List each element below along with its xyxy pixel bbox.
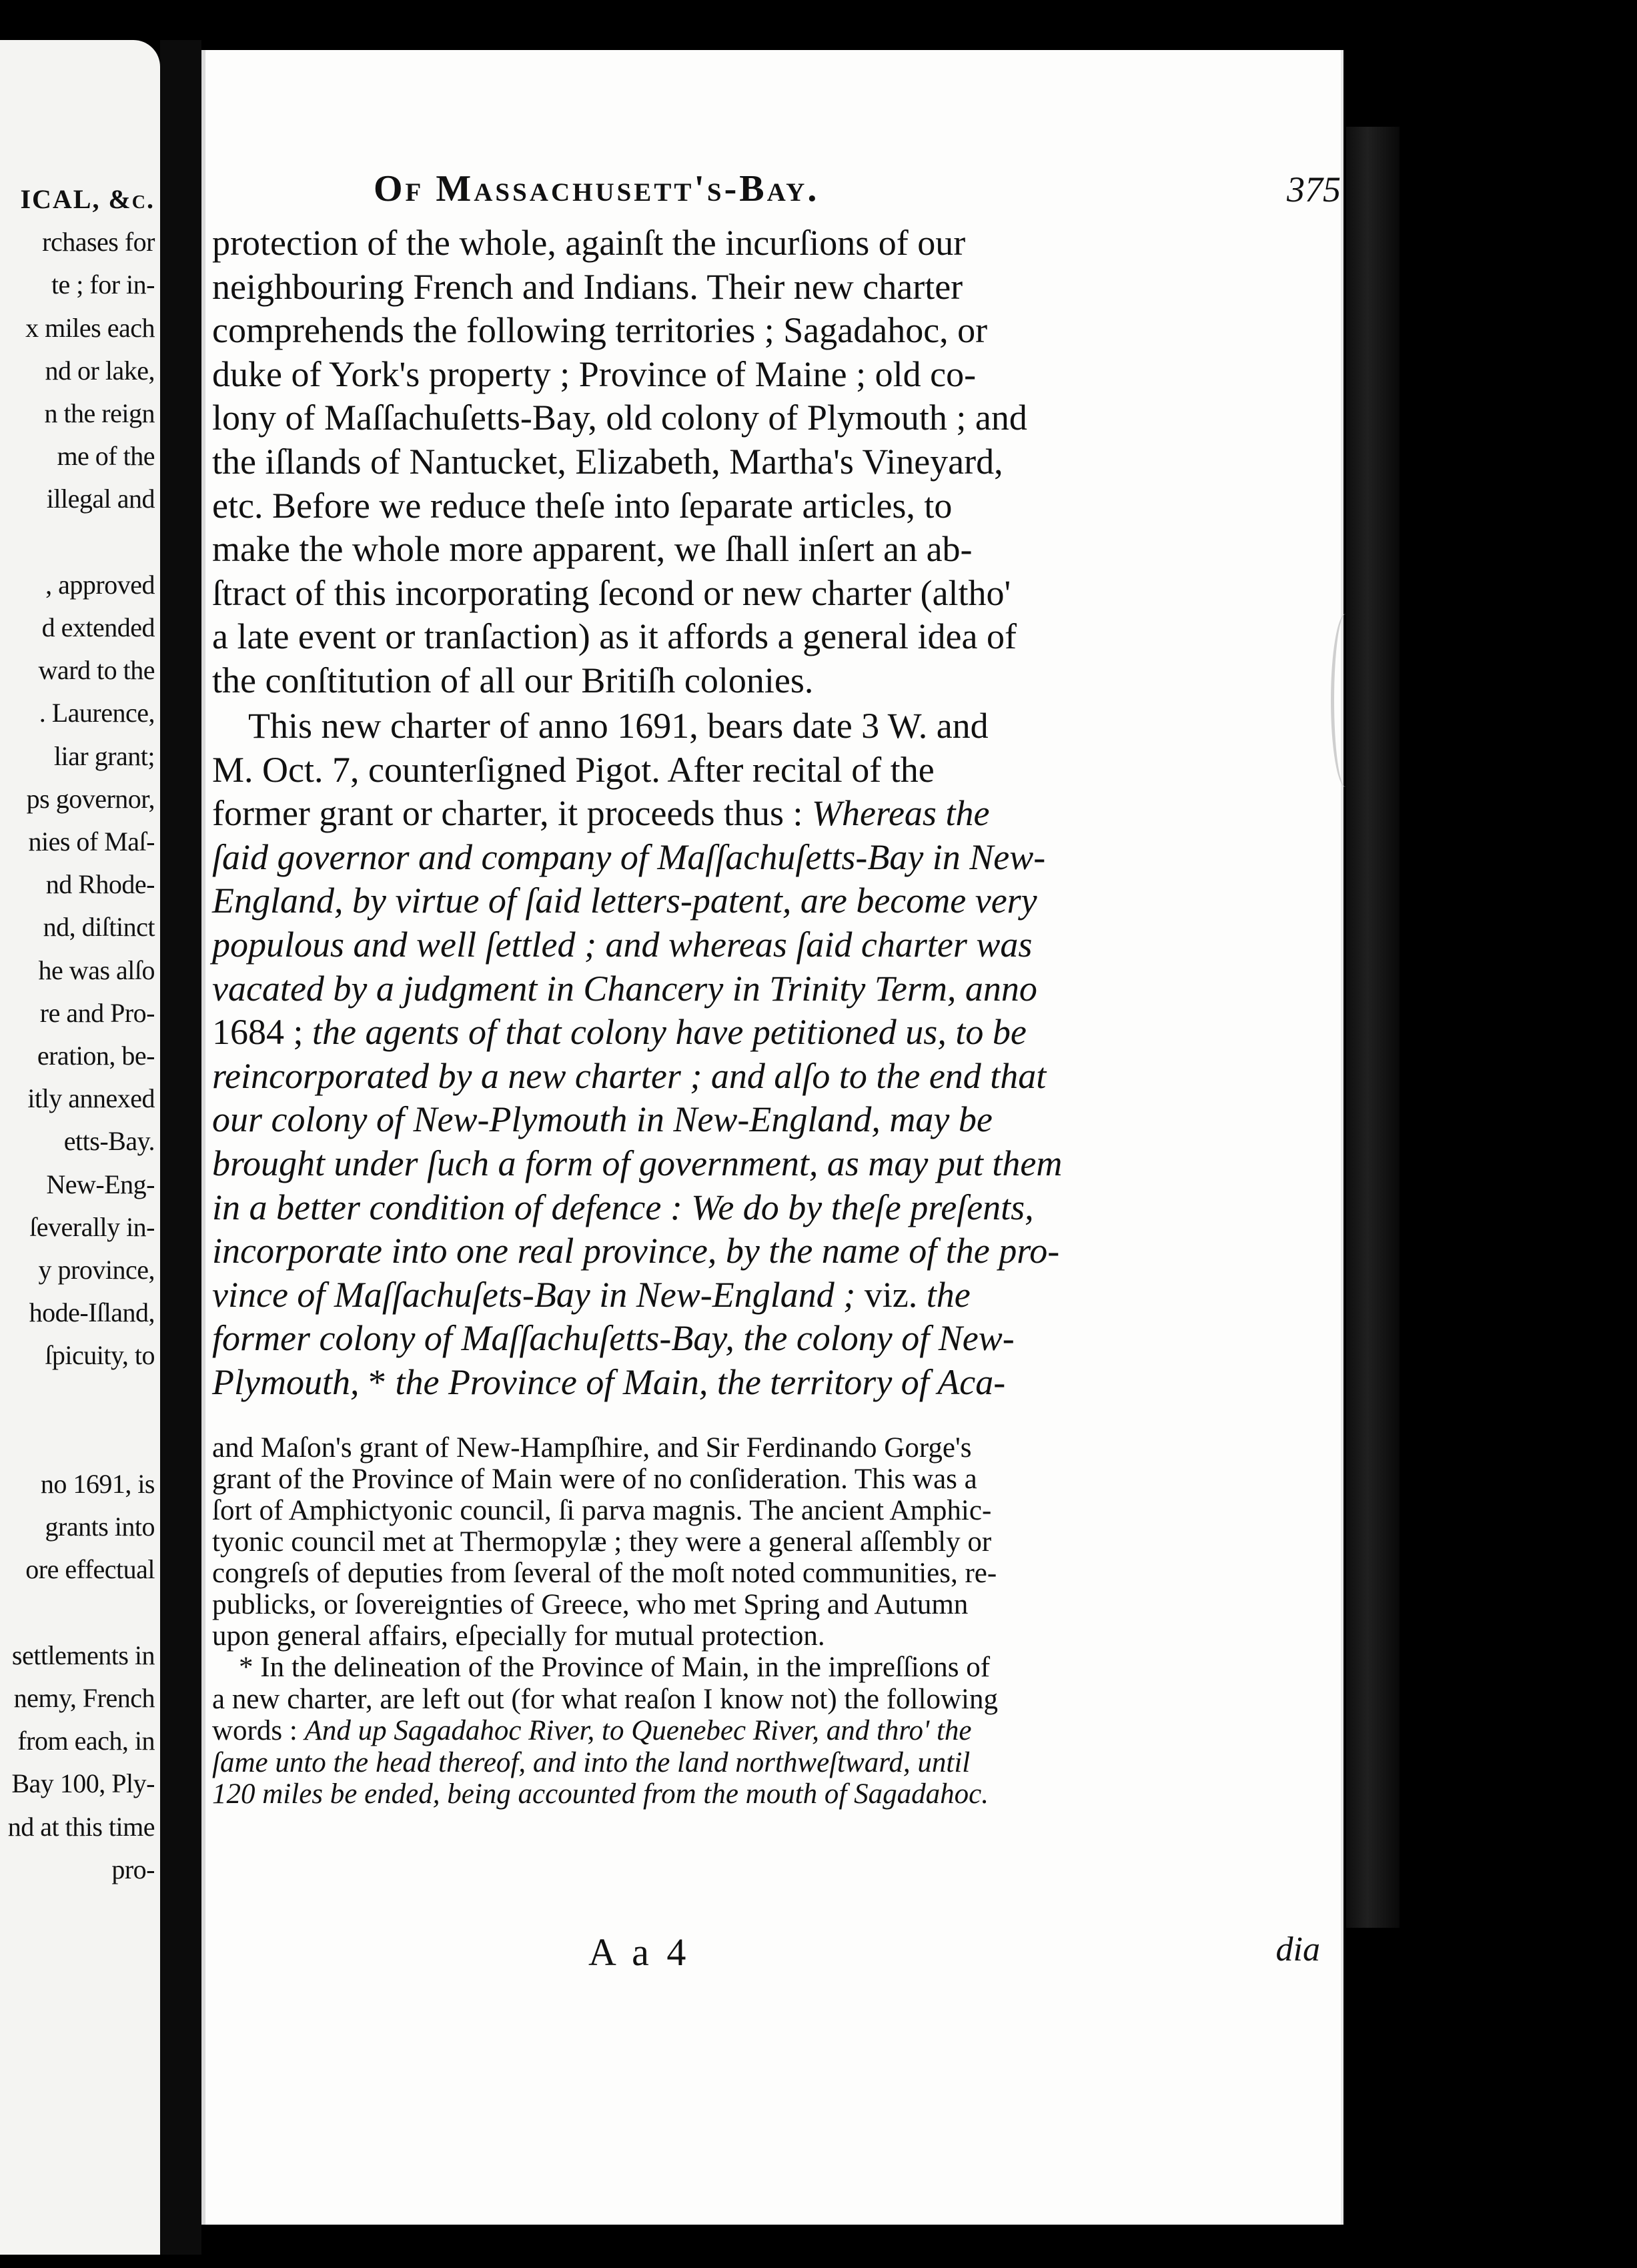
signature-mark: A a 4: [588, 1930, 690, 1974]
facing-page-line: from each, in: [17, 1726, 155, 1756]
facing-page-line: ICAL, &c.: [20, 184, 155, 214]
facing-page-line: nd at this time: [7, 1811, 155, 1842]
facing-page-line: he was alſo: [38, 955, 155, 985]
roman-span: viz.: [864, 1274, 927, 1315]
text-line: [212, 1099, 993, 1140]
footnote-line: grant of the Province of Main were of no conſideration. This was a: [212, 1464, 977, 1495]
facing-page-fragment: [0, 40, 160, 2255]
text-line: neighbouring French and Indians. Their new charter: [212, 266, 963, 307]
italic-span: vacated by a judgment in Chancery in Trinity Term, anno: [212, 968, 1037, 1009]
text-line: [248, 705, 989, 746]
facing-page-line: ſeverally in-: [29, 1211, 155, 1242]
roman-span: words :: [212, 1715, 305, 1746]
facing-page-line: grants into: [45, 1512, 155, 1542]
facing-page-line: settlements in: [11, 1640, 155, 1670]
footnote-line: publicks, or ſovereignties of Greece, who met Spring and Autumn: [212, 1589, 969, 1620]
text-line: protection of the whole, againſt the incurſions of our: [212, 223, 966, 263]
facing-page-line: nd, diſtinct: [43, 912, 155, 943]
facing-page-line: d extended: [41, 612, 155, 642]
footnote-line: ſort of Amphictyonic council, ſi parva magnis. The ancient Amphic-: [212, 1495, 992, 1526]
italic-span: populous and well ſettled ; and whereas ſaid charter was: [212, 925, 1033, 965]
italic-span: ſaid governor and company of Maſſachuſetts-Bay in New-: [212, 836, 1046, 877]
facing-page-line: New-Eng-: [46, 1169, 155, 1199]
footnote-line: tyonic council met at Thermopylæ ; they were a general aſſembly or: [212, 1526, 992, 1558]
roman-span: * In the delineation of the Province of Main, in the impreſſions of: [239, 1652, 991, 1683]
roman-span: former grant or charter, it proceeds thus :: [212, 793, 812, 834]
text-line: make the whole more apparent, we ſhall inſert an ab-: [212, 529, 973, 570]
roman-span: 1684 ;: [212, 1012, 313, 1053]
facing-page-line: nies of Maſ-: [28, 826, 155, 857]
footnote-line: [212, 1778, 989, 1810]
text-line: [212, 1011, 1027, 1053]
running-title: Of Massachusett's-Bay.: [374, 168, 820, 209]
page-curl: [1331, 614, 1361, 787]
book-gutter: [160, 40, 201, 2255]
facing-page-line: . Laurence,: [39, 698, 155, 728]
facing-page-line: no 1691, is: [40, 1469, 155, 1499]
facing-page-line: pro-: [111, 1854, 155, 1884]
italic-span: in a better condition of defence : We do by theſe preſents,: [212, 1187, 1034, 1227]
italic-span: Plymouth,: [212, 1362, 368, 1402]
italic-span: England, by virtue of ſaid letters-patent, are become very: [212, 881, 1037, 921]
facing-page-line: Bay 100, Ply-: [11, 1768, 155, 1799]
facing-page-line: ore effectual: [25, 1554, 155, 1585]
text-line: [212, 1361, 1005, 1403]
facing-page-line: rchases for: [42, 227, 155, 257]
facing-page-line: ward to the: [38, 655, 155, 686]
text-line: [212, 1274, 971, 1315]
roman-span: This new charter of anno 1691, bears date 3 W. and: [248, 706, 989, 746]
text-line: etc. Before we reduce theſe into ſeparate articles, to: [212, 485, 953, 526]
text-line: a late event or tranſaction) as it affords a general idea of: [212, 616, 1017, 657]
facing-page-line: y province,: [38, 1255, 155, 1285]
text-line: [212, 792, 989, 834]
facing-page-line: x miles each: [25, 312, 155, 343]
footnote-line: upon general affairs, eſpecially for mutual protection.: [212, 1620, 825, 1652]
text-line: [212, 1143, 1062, 1184]
italic-span: the: [926, 1274, 971, 1315]
facing-page-line: me of the: [57, 441, 155, 472]
italic-span: brought under ſuch a form of government, as may put them: [212, 1143, 1063, 1183]
italic-span: And up Sagadahoc River, to Quenebec River, and thro' the: [304, 1715, 972, 1746]
text-line: ſtract of this incorporating ſecond or new charter (altho': [212, 572, 1011, 613]
text-line: comprehends the following territories ; Sagadahoc, or: [212, 310, 988, 351]
footnote-line: [212, 1684, 998, 1716]
footnote-line: congreſs of deputies from ſeveral of the moſt noted communities, re-: [212, 1558, 997, 1589]
roman-span: *: [368, 1362, 396, 1402]
facing-page-line: nd Rhode-: [45, 869, 155, 900]
italic-span: vince of Maſſachuſets-Bay in New-England ;: [212, 1274, 865, 1315]
text-line: [212, 836, 1045, 878]
italic-span: the agents of that colony have petitioned us, to be: [312, 1012, 1027, 1053]
facing-page-line: itly annexed: [27, 1083, 155, 1114]
facing-page-line: ps governor,: [26, 783, 155, 814]
facing-page-line: re and Pro-: [39, 997, 155, 1028]
facing-page-line: eration, be-: [37, 1041, 155, 1071]
italic-span: ſame unto the head thereof, and into the land northweſtward, until: [212, 1746, 971, 1778]
text-line: [212, 1317, 1015, 1359]
text-line: [212, 1230, 1059, 1271]
italic-span: former colony of Maſſachuſetts-Bay, the colony of New-: [212, 1318, 1015, 1359]
footnote-line: [239, 1652, 990, 1684]
text-line: lony of Maſſachuſetts-Bay, old colony of Plymouth ; and: [212, 398, 1027, 438]
footnote-line: [212, 1715, 972, 1747]
italic-span: the Province of Main, the territory of Aca-: [395, 1362, 1006, 1402]
text-line: [212, 1055, 1046, 1097]
italic-span: reincorporated by a new charter ; and alſo to the end that: [212, 1055, 1047, 1096]
book-page: [201, 50, 1343, 2225]
facing-page-line: liar grant;: [53, 740, 155, 771]
facing-page-line: te ; for in-: [51, 269, 155, 300]
text-line: [212, 968, 1037, 1009]
page-number: 375: [1287, 169, 1341, 209]
text-line: the conſtitution of all our Britiſh colonies.: [212, 660, 814, 700]
text-line: [212, 1187, 1034, 1228]
roman-span: a new charter, are left out (for what reaſon I know not) the following: [212, 1683, 998, 1715]
facing-page-line: nd or lake,: [45, 355, 155, 386]
roman-span: M. Oct. 7, counterſigned Pigot. After recital of the: [212, 749, 935, 790]
facing-page-line: n the reign: [44, 398, 155, 428]
text-line: the iſlands of Nantucket, Elizabeth, Martha's Vineyard,: [212, 442, 1003, 482]
facing-page-line: ſpicuity, to: [45, 1340, 155, 1371]
facing-page-line: illegal and: [46, 484, 155, 514]
text-line: [212, 749, 935, 790]
italic-span: incorporate into one real province, by the name of the pro-: [212, 1231, 1060, 1271]
catchword: dia: [1275, 1930, 1320, 1968]
italic-span: Whereas the: [812, 793, 990, 834]
facing-page-line: , approved: [45, 569, 155, 600]
text-line: duke of York's property ; Province of Maine ; old co-: [212, 354, 977, 394]
text-line: [212, 880, 1037, 921]
footnote-line: and Maſon's grant of New-Hampſhire, and Sir Ferdinando Gorge's: [212, 1432, 972, 1464]
text-line: [212, 924, 1032, 965]
footnote-line: [212, 1747, 970, 1779]
italic-span: our colony of New-Plymouth in New-England, may be: [212, 1099, 993, 1140]
italic-span: 120 miles be ended, being accounted from the mouth of Sagadahoc.: [212, 1778, 989, 1810]
facing-page-line: hode-Iſland,: [29, 1297, 155, 1328]
facing-page-line: nemy, French: [13, 1683, 155, 1713]
page-block-edge: [1346, 127, 1400, 1928]
facing-page-line: etts-Bay.: [63, 1126, 155, 1157]
